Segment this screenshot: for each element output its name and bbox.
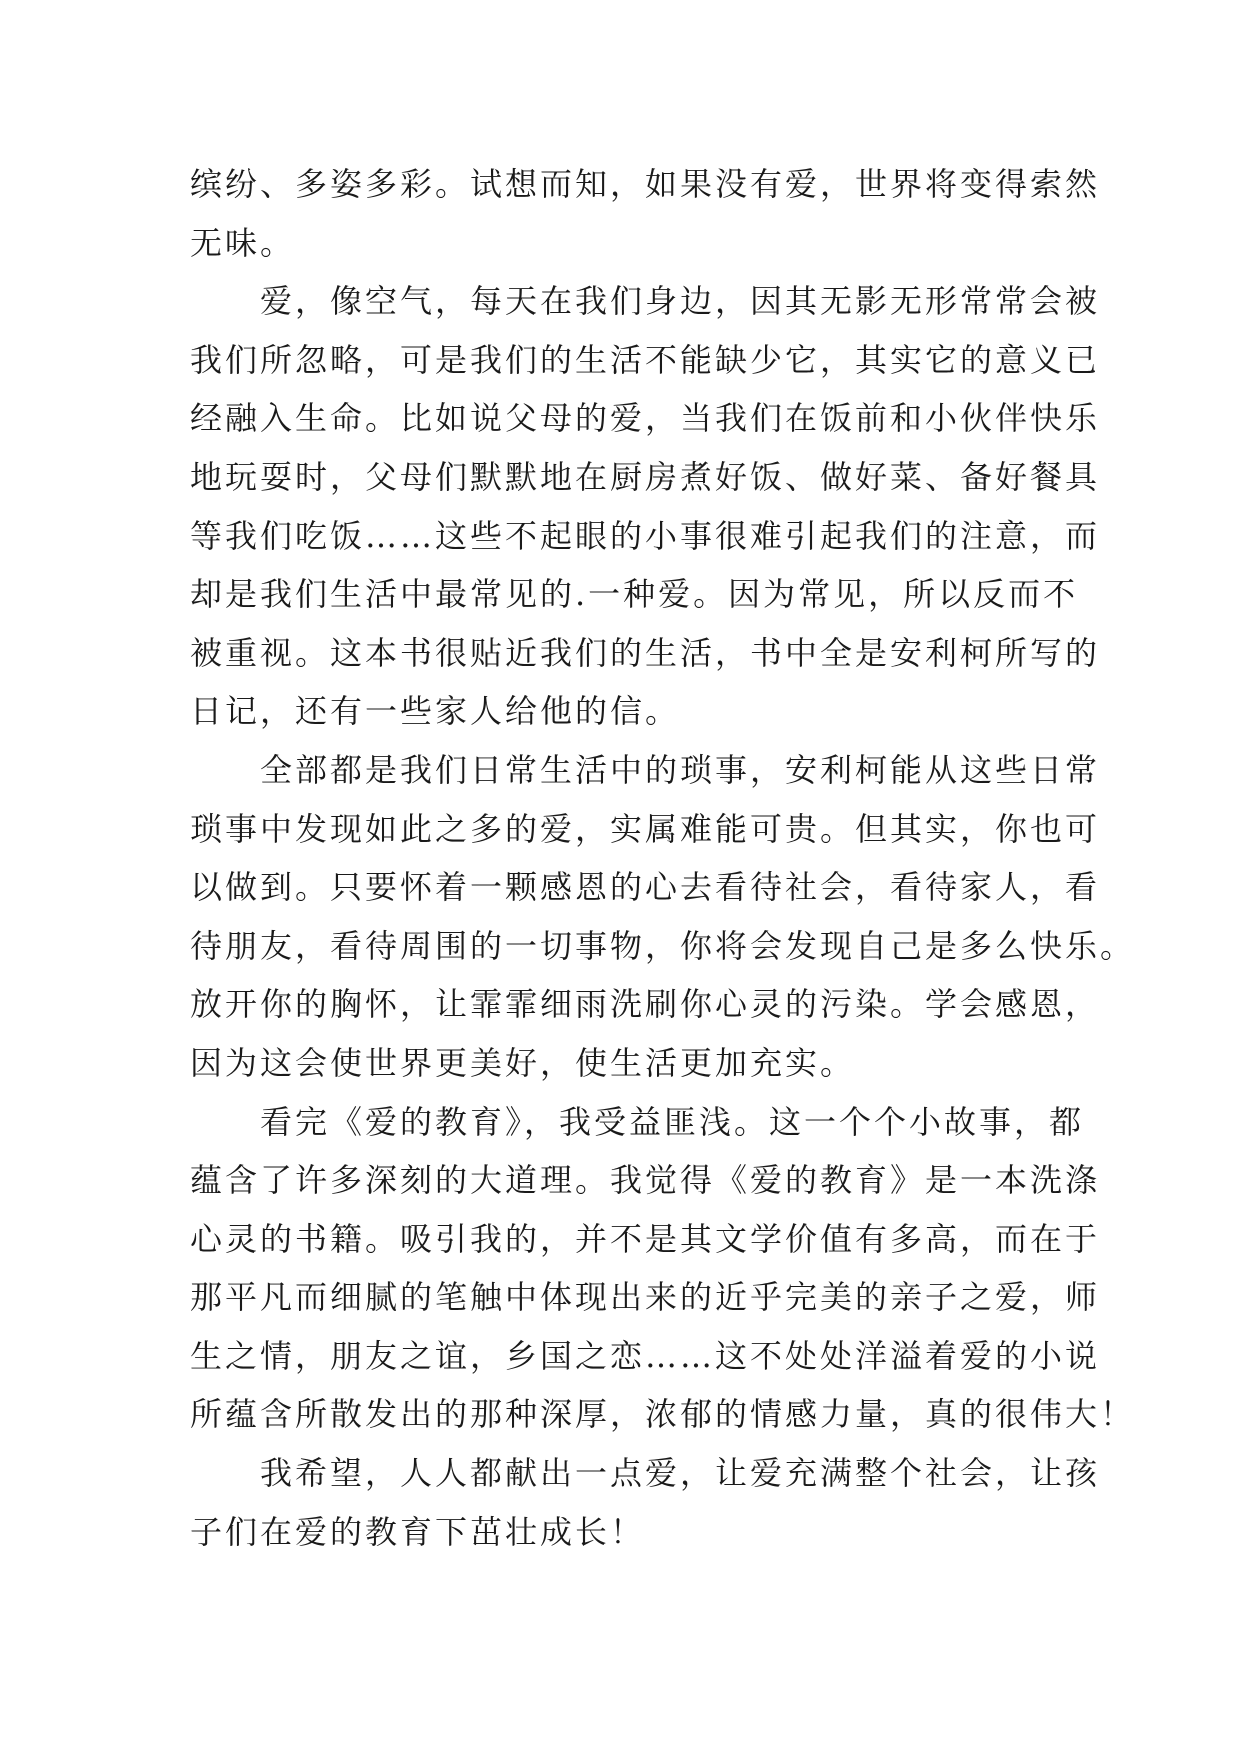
text-line: 生之情，朋友之谊，乡国之恋……这不处处洋溢着爱的小说: [190, 1336, 1101, 1375]
body-text: [190, 155, 1136, 1561]
text-line: 以做到。只要怀着一颗感恩的心去看待社会，看待家人，看: [190, 868, 1101, 907]
text-line: 蕴含了许多深刻的大道理。我觉得《爱的教育》是一本洗涤: [190, 1161, 1101, 1200]
text-line: 地玩耍时，父母们默默地在厨房煮好饭、做好菜、备好餐具: [190, 457, 1101, 496]
text-line: 爱，像空气，每天在我们身边，因其无影无形常常会被: [260, 282, 1101, 321]
text-line: 放开你的胸怀，让霏霏细雨洗刷你心灵的污染。学会感恩，: [190, 985, 1101, 1024]
text-line: 经融入生命。比如说父母的爱，当我们在饭前和小伙伴快乐: [190, 399, 1101, 438]
text-line: 等我们吃饭……这些不起眼的小事很难引起我们的注意，而: [190, 516, 1101, 555]
text-line: 琐事中发现如此之多的爱，实属难能可贵。但其实，你也可: [190, 809, 1101, 848]
text-line: 日记，还有一些家人给他的信。: [190, 692, 681, 731]
text-line: 我希望，人人都献出一点爱，让爱充满整个社会，让孩: [260, 1454, 1101, 1493]
text-line: 所蕴含所散发出的那种深厚，浓郁的情感力量，真的很伟大！: [190, 1395, 1136, 1434]
text-line: 我们所忽略，可是我们的生活不能缺少它，其实它的意义已: [190, 340, 1101, 379]
text-line: 待朋友，看待周围的一切事物，你将会发现自己是多么快乐。: [190, 926, 1136, 965]
text-line: 看完《爱的教育》，我受益匪浅。这一个个小故事，都: [260, 1102, 1085, 1141]
text-line: 那平凡而细腻的笔触中体现出来的近乎完美的亲子之爱，师: [190, 1278, 1101, 1317]
text-line: 却是我们生活中最常见的.一种爱。因为常见，所以反而不: [190, 575, 1079, 614]
text-line: 全部都是我们日常生活中的琐事，安利柯能从这些日常: [260, 750, 1101, 789]
text-line: 心灵的书籍。吸引我的，并不是其文学价值有多高，而在于: [190, 1219, 1101, 1258]
text-line: 子们在爱的教育下茁壮成长！: [190, 1512, 646, 1551]
text-line: 被重视。这本书很贴近我们的生活，书中全是安利柯所写的: [190, 633, 1101, 672]
text-line: 无味。: [190, 223, 296, 262]
text-line: 缤纷、多姿多彩。试想而知，如果没有爱，世界将变得索然: [190, 165, 1101, 203]
text-line: 因为这会使世界更美好，使生活更加充实。: [190, 1043, 856, 1082]
